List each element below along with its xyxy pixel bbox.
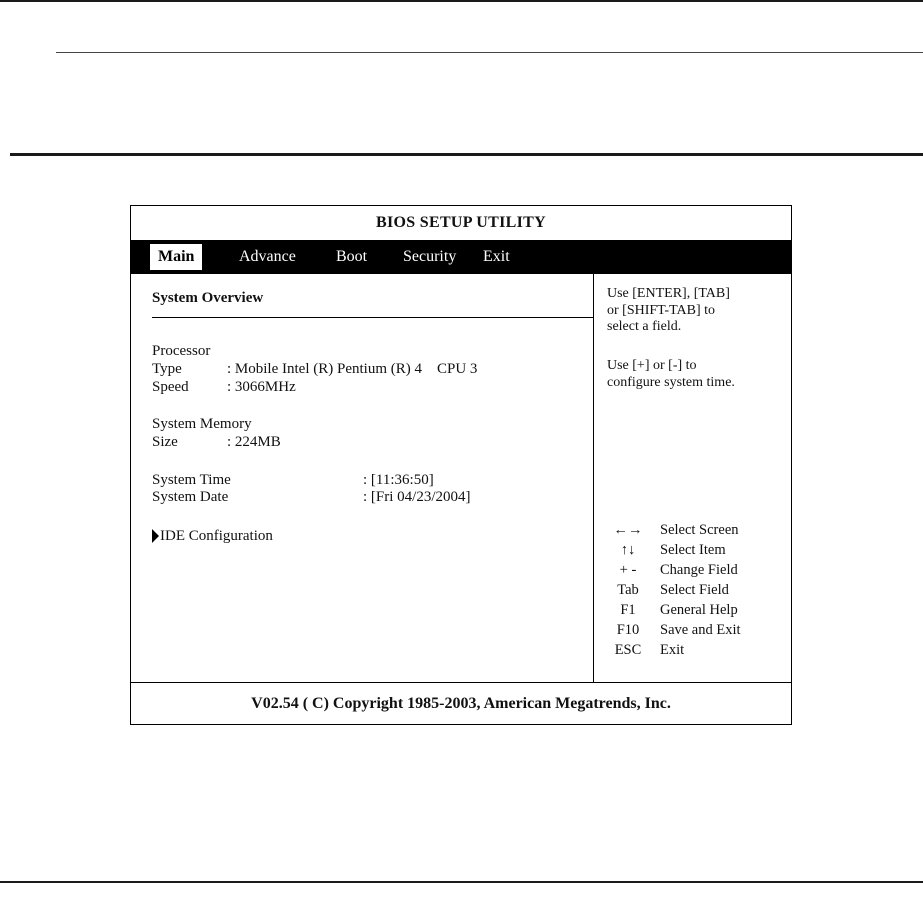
- help-line: or [SHIFT-TAB] to: [607, 302, 716, 318]
- window-title: BIOS SETUP UTILITY: [376, 214, 546, 231]
- key-desc: Select Field: [660, 582, 729, 598]
- page-header-rule: [56, 52, 923, 53]
- help-line: select a field.: [607, 319, 682, 334]
- submenu-arrow-icon: [152, 529, 159, 543]
- page-bottom-rule: [0, 881, 923, 883]
- tab-advance[interactable]: Advance: [239, 248, 296, 265]
- key-label: F10: [616, 622, 640, 638]
- bios-setup-window: [130, 205, 792, 725]
- key-row-select-screen: [594, 520, 791, 540]
- processor-type-value: : Mobile Intel (R) Pentium (R) 4 CPU 3: [227, 361, 478, 377]
- key-desc: Change Field: [660, 562, 738, 578]
- memory-size-value: : 224MB: [227, 434, 281, 450]
- key-row-exit: [594, 640, 791, 660]
- help-pane: [594, 274, 791, 682]
- key-desc: Exit: [660, 642, 685, 658]
- key-row-select-item: [594, 540, 791, 560]
- key-label: + -: [619, 562, 637, 578]
- tab-boot[interactable]: Boot: [336, 248, 368, 265]
- system-time-field[interactable]: : [11:36:50]: [363, 472, 434, 488]
- page-section-rule: [10, 153, 923, 156]
- page-top-rule: [0, 0, 923, 2]
- key-desc: Save and Exit: [660, 622, 741, 638]
- tab-security[interactable]: Security: [403, 248, 457, 265]
- system-date-label: System Date: [152, 489, 229, 505]
- left-right-arrows-icon: ←→: [613, 522, 643, 538]
- main-pane: [131, 274, 594, 682]
- key-desc: Select Screen: [660, 522, 739, 538]
- processor-type-label: Type: [152, 361, 182, 377]
- processor-speed-value: : 3066MHz: [227, 379, 296, 395]
- key-row-general-help: [594, 600, 791, 620]
- key-row-change-field: [594, 560, 791, 580]
- help-line: Use [ENTER], [TAB]: [607, 286, 730, 301]
- key-label: Tab: [617, 582, 639, 598]
- processor-speed-label: Speed: [152, 379, 189, 395]
- key-row-save-exit: [594, 620, 791, 640]
- tab-main[interactable]: Main: [150, 244, 202, 270]
- help-text-navigation: [607, 286, 787, 336]
- menu-bar: [131, 240, 791, 274]
- help-line: configure system time.: [607, 374, 735, 390]
- memory-size-label: Size: [152, 434, 178, 450]
- help-line: Use [+] or [-] to: [607, 358, 697, 373]
- key-desc: General Help: [660, 602, 738, 618]
- system-time-label: System Time: [152, 472, 231, 488]
- copyright-footer: V02.54 ( C) Copyright 1985-2003, American Megatrends, Inc.: [131, 682, 791, 724]
- ide-configuration-label: IDE Configuration: [160, 528, 273, 544]
- ide-configuration-item[interactable]: [152, 527, 352, 545]
- key-desc: Select Item: [660, 542, 726, 558]
- up-down-arrows-icon: ↑↓: [620, 542, 636, 558]
- tab-exit[interactable]: Exit: [483, 248, 510, 265]
- section-divider: [152, 317, 594, 318]
- system-date-field[interactable]: : [Fri 04/23/2004]: [363, 489, 471, 505]
- key-label: ESC: [614, 642, 642, 658]
- memory-heading: System Memory: [152, 416, 252, 432]
- key-label: F1: [620, 602, 636, 618]
- key-row-select-field: [594, 580, 791, 600]
- section-title: System Overview: [152, 290, 264, 306]
- help-text-time: [607, 358, 787, 391]
- processor-heading: Processor: [152, 343, 211, 359]
